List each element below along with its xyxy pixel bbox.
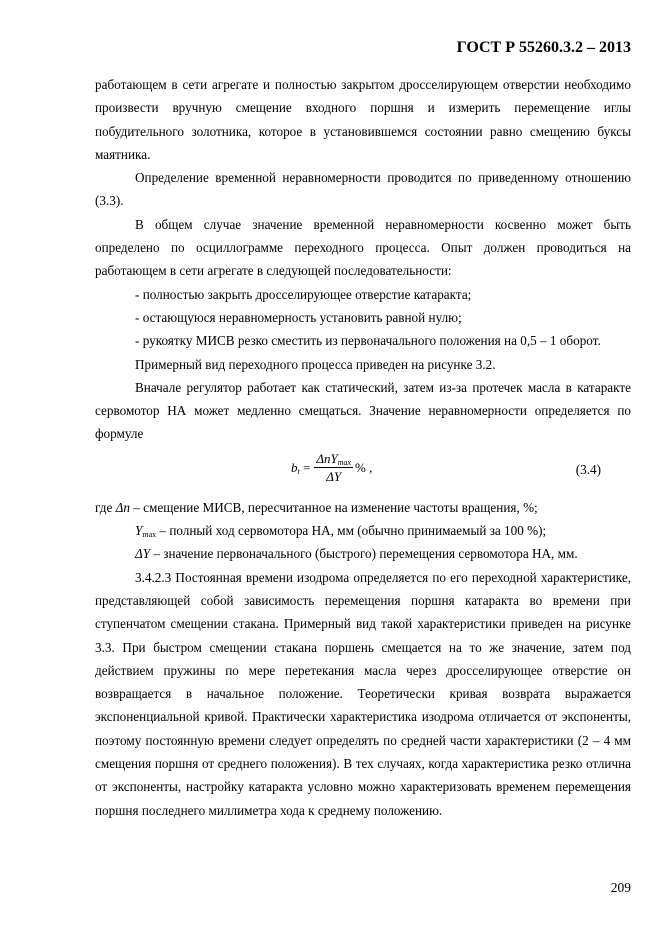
paragraph: В общем случае значение временной неравномерности косвенно может быть определено по осциллограмме переходного процесса. Опыт должен проводиться на работающем в сети агрегате в следующей последовательности: xyxy=(95,216,631,279)
document-header: ГОСТ Р 55260.3.2 – 2013 xyxy=(456,39,631,56)
list-item: - полностью закрыть дросселирующее отверстие катаракта; xyxy=(135,286,472,302)
list-item: - рукоятку МИСВ резко сместить из первоначального положения на 0,5 – 1 оборот. xyxy=(135,333,601,349)
page-content xyxy=(95,73,631,822)
page-number: 209 xyxy=(610,880,631,895)
paragraph: Определение временной неравномерности проводится по приведенному отношению (3.3). xyxy=(95,170,631,209)
paragraph: работающем в сети агрегате и полностью закрытом дросселирующем отверстии необходимо произвести вручную смещение входного поршня и измерить перемещение иглы побудительного золотника, которое в установившемся состоянии равно смещению буксы маятника. xyxy=(95,77,631,162)
formula-lhs: $b_t$ = xyxy=(291,459,311,476)
equation-number: (3.4) xyxy=(575,461,601,477)
formula-expression xyxy=(291,450,372,485)
paragraph: $Y_{max}$ – полный ход сервомотора НА, мм (обычно принимаемый за 100 %); xyxy=(135,523,547,540)
formula-fraction xyxy=(314,450,353,485)
paragraph: ΔY – значение первоначального (быстрого) перемещения сервомотора НА, мм. xyxy=(135,546,578,562)
formula-3-4 xyxy=(95,450,631,496)
list-item: - остающуюся неравномерность установить равной нулю; xyxy=(135,309,462,325)
paragraph: 3.4.2.3 Постоянная времени изодрома определяется по его переходной характеристике, представляющей собой зависимость перемещения поршня катаракта во времени при ступенчатом смещении стакана. Примерный вид такой характеристики приведен на рисунке 3.3. При быстром смещении стакана поршень смещается на то же значение, затем под действием пружины по мере перетекания масла через дросселирующее отверстие он возвращается в начальное положение. Теоретически кривая возврата выражается экспоненциальной кривой. Практически характеристика изодрома отличается от экспоненты, поэтому постоянную времени следует определять по средней части характеристики (2 – 4 мм смещения поршня от среднего положения). В тех случаях, когда характеристика резко отлична от экспоненты, настройку катаракта условно можно характеризовать временем перемещения поршня последнего миллиметра хода к среднему положению. xyxy=(95,569,631,818)
formula-denominator: ΔY xyxy=(326,468,342,484)
formula-tail: % , xyxy=(355,459,373,475)
paragraph: Вначале регулятор работает как статический, затем из-за протечек масла в катаракте сервомотор НА может медленно смещаться. Значение неравномерности определяется по формуле xyxy=(95,379,631,442)
formula-numerator: ΔnY$_{max}$ xyxy=(316,450,352,467)
paragraph: Примерный вид переходного процесса приведен на рисунке 3.2. xyxy=(135,356,496,372)
paragraph: где Δn – смещение МИСВ, пересчитанное на изменение частоты вращения, %; xyxy=(95,499,538,515)
